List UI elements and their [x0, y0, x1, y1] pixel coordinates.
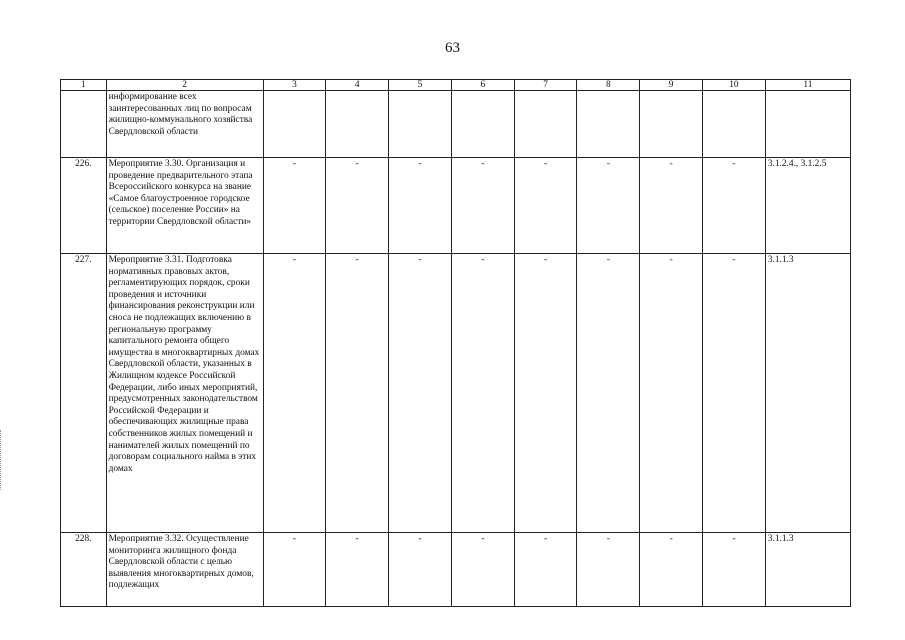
value-cell: -: [389, 158, 452, 254]
value-cell: [514, 91, 577, 158]
row-number: 227.: [61, 254, 107, 533]
value-cell: [451, 91, 514, 158]
activity-description: Мероприятие 3.30. Организация и проведение предварительного этапа Всероссийского конкурса на звание «Самое благоустроенное городское (сельское) поселение России» на территории Свердловской области»: [106, 158, 263, 254]
activity-description: Мероприятие 3.32. Осуществление мониторинга жилищного фонда Свердловской области с целью выявления многоквартирных домов, подлежащих: [106, 533, 263, 607]
value-cell: -: [703, 158, 766, 254]
column-number-header: [61, 80, 851, 91]
table-row: [61, 91, 851, 158]
value-cell: -: [451, 158, 514, 254]
value-cell: -: [514, 254, 577, 533]
value-cell: -: [703, 254, 766, 533]
target-reference: 3.1.1.3: [765, 254, 850, 533]
value-cell: -: [577, 158, 640, 254]
value-cell: -: [640, 158, 703, 254]
value-cell: -: [389, 254, 452, 533]
value-cell: -: [451, 533, 514, 607]
column-header: 8: [577, 80, 640, 91]
value-cell: -: [514, 533, 577, 607]
target-reference: 3.1.2.4., 3.1.2.5: [765, 158, 850, 254]
value-cell: -: [451, 254, 514, 533]
table-row: [61, 533, 851, 607]
value-cell: [577, 91, 640, 158]
value-cell: [389, 91, 452, 158]
scan-edge-mark: [0, 430, 5, 490]
value-cell: -: [514, 158, 577, 254]
target-reference: [765, 91, 850, 158]
column-header: 3: [263, 80, 326, 91]
value-cell: -: [640, 254, 703, 533]
activity-description: Мероприятие 3.31. Подготовка нормативных правовых актов, регламентирующих порядок, сроки проведения и источники финансирования реконструкции или сноса не подлежащих включению в региональную программу капитального ремонта общего имущества в многоквартирных домах Свердловской области, указанных в Жилищном кодексе Российской Федерации, либо иных мероприятий, предусмотренных законодательством Российской Федерации и обеспечивающих жилищные права собственников жилых помещений и нанимателей жилых помещений по договорам социального найма в этих домах: [106, 254, 263, 533]
row-number: 226.: [61, 158, 107, 254]
value-cell: [703, 91, 766, 158]
value-cell: -: [640, 533, 703, 607]
page-number: 63: [445, 40, 460, 56]
row-number: 228.: [61, 533, 107, 607]
column-header: 11: [765, 80, 850, 91]
program-table: [60, 79, 851, 607]
value-cell: -: [326, 533, 389, 607]
column-header: 6: [451, 80, 514, 91]
value-cell: -: [263, 158, 326, 254]
activity-description: информирование всех заинтересованных лиц по вопросам жилищно-коммунального хозяйства Свердловской области: [106, 91, 263, 158]
value-cell: -: [263, 254, 326, 533]
column-header: 10: [703, 80, 766, 91]
value-cell: [263, 91, 326, 158]
column-header: 9: [640, 80, 703, 91]
value-cell: -: [577, 533, 640, 607]
value-cell: -: [326, 158, 389, 254]
value-cell: -: [326, 254, 389, 533]
value-cell: -: [703, 533, 766, 607]
value-cell: -: [577, 254, 640, 533]
table-row: [61, 158, 851, 254]
value-cell: -: [263, 533, 326, 607]
column-header: 4: [326, 80, 389, 91]
table-row: [61, 254, 851, 533]
row-number: [61, 91, 107, 158]
target-reference: 3.1.1.3: [765, 533, 850, 607]
column-header: 1: [61, 80, 107, 91]
value-cell: [326, 91, 389, 158]
column-header: 7: [514, 80, 577, 91]
value-cell: -: [389, 533, 452, 607]
column-header: 5: [389, 80, 452, 91]
value-cell: [640, 91, 703, 158]
column-header: 2: [106, 80, 263, 91]
